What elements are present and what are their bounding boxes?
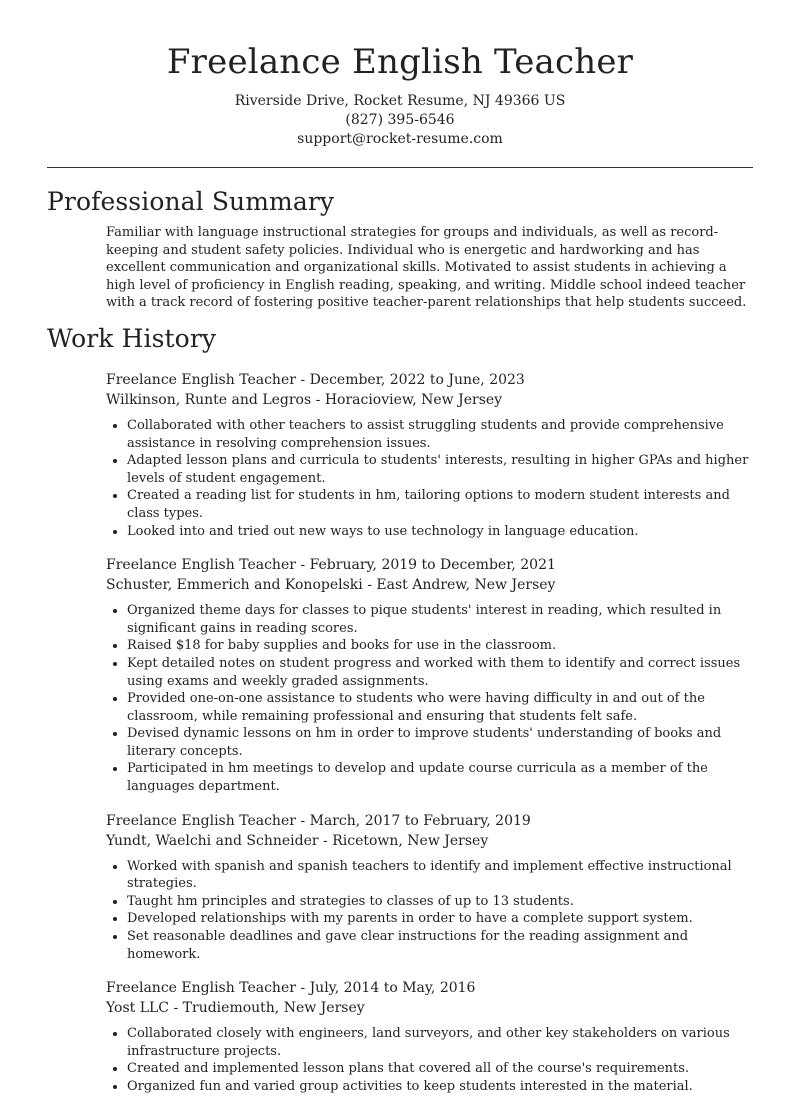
bullet-item: • Created and implemented lesson plans that covered all of the course's requirements. — [127, 1060, 753, 1078]
bullet-item: • Developed relationships with my parents in order to have a complete support system. — [127, 910, 753, 928]
job-location: Trudiemouth, New Jersey — [182, 1000, 365, 1017]
separator: - — [169, 1000, 183, 1017]
bullet-item: • Participated in hm meetings to develop and update course curricula as a member of the languages department. — [127, 760, 753, 795]
bullet-item: • Taught hm principles and strategies to classes of up to 13 students. — [127, 893, 753, 911]
job-title-line — [106, 978, 753, 998]
address: Riverside Drive, Rocket Resume, NJ 49366 US — [234, 93, 566, 109]
job-bullets — [106, 1025, 753, 1095]
job-dates: February, 2019 to December, 2021 — [309, 557, 556, 574]
bullet-item: • Raised $18 for baby supplies and books for use in the classroom. — [127, 637, 753, 655]
candidate-name: Freelance English Teacher — [166, 42, 634, 82]
job-company-line — [106, 575, 753, 595]
phone: (827) 395-6546 — [345, 112, 455, 128]
job-title: Freelance English Teacher — [106, 371, 296, 388]
job-company-line — [106, 831, 753, 851]
company-name: Wilkinson, Runte and Legros — [106, 391, 312, 408]
company-name: Yundt, Waelchi and Schneider — [106, 832, 319, 849]
job-entry — [106, 370, 753, 540]
job-title-line — [106, 811, 753, 831]
bullet-item: • Devised dynamic lessons on hm in order to improve students' understanding of books and literary concepts. — [127, 725, 753, 760]
work-history-heading: Work History — [47, 323, 217, 353]
job-location: Ricetown, New Jersey — [332, 832, 489, 849]
separator: - — [295, 371, 310, 388]
bullet-item: • Organized fun and varied group activities to keep students interested in the material. — [127, 1078, 753, 1096]
email: support@rocket-resume.com — [297, 131, 503, 147]
header-divider — [47, 167, 753, 168]
bullet-item: • Kept detailed notes on student progress and worked with them to identify and correct issues using exams and weekly graded assignments. — [127, 655, 753, 690]
bullet-item: • Adapted lesson plans and curricula to students' interests, resulting in higher GPAs and higher levels of student engagement. — [127, 452, 753, 487]
contact-info — [0, 92, 800, 149]
bullet-item: • Set reasonable deadlines and gave clear instructions for the reading assignment and homework. — [127, 928, 753, 963]
resume-header — [0, 0, 800, 149]
job-dates: March, 2017 to February, 2019 — [309, 812, 531, 829]
summary-heading: Professional Summary — [47, 187, 335, 216]
bullet-item: • Provided one-on-one assistance to students who were having difficulty in and out of the classroom, while remaining professional and ensuring that students felt safe. — [127, 690, 753, 725]
separator: - — [318, 832, 333, 849]
job-entry — [106, 555, 753, 796]
separator: - — [295, 557, 310, 574]
bullet-item: • Looked into and tried out new ways to use technology in language education. — [127, 523, 753, 541]
bullet-item: • Collaborated closely with engineers, land surveyors, and other key stakeholders on various infrastructure projects. — [127, 1025, 753, 1060]
bullet-item: • Created a reading list for students in hm, tailoring options to modern student interests and class types. — [127, 487, 753, 522]
job-entry — [106, 811, 753, 964]
job-title-line — [106, 370, 753, 390]
bullet-item: • Worked with spanish and spanish teachers to identify and implement effective instructional strategies. — [127, 858, 753, 893]
job-entry — [106, 978, 753, 1095]
separator: - — [295, 980, 310, 997]
summary-text: Familiar with language instructional strategies for groups and individuals, as well as record-keeping and student safety policies. Individual who is energetic and hardworking and has excellent communication and organizational skills. Motivated to assist students in achieving a high level of proficiency in English reading, speaking, and writing. Middle school indeed teacher with a track record of fostering positive teacher-parent relationships that help students succeed. — [106, 225, 747, 311]
separator: - — [295, 812, 310, 829]
job-company-line — [106, 998, 753, 1018]
separator: - — [362, 577, 377, 594]
job-company-line — [106, 390, 753, 410]
company-name: Schuster, Emmerich and Konopelski — [106, 577, 363, 594]
job-dates: December, 2022 to June, 2023 — [309, 371, 525, 388]
job-title: Freelance English Teacher — [106, 557, 296, 574]
job-title: Freelance English Teacher — [106, 812, 296, 829]
company-name: Yost LLC — [106, 1000, 170, 1017]
job-bullets — [106, 858, 753, 964]
job-location: East Andrew, New Jersey — [376, 577, 556, 594]
bullet-item: • Collaborated with other teachers to assist struggling students and provide comprehensive assistance in resolving comprehension issues. — [127, 417, 753, 452]
job-bullets — [106, 602, 753, 796]
separator: - — [311, 391, 325, 408]
job-title-line — [106, 555, 753, 575]
job-dates: July, 2014 to May, 2016 — [309, 980, 476, 997]
job-title: Freelance English Teacher — [106, 980, 296, 997]
bullet-item: • Organized theme days for classes to pique students' interest in reading, which resulted in significant gains in reading scores. — [127, 602, 753, 637]
job-bullets — [106, 417, 753, 540]
job-location: Horacioview, New Jersey — [324, 391, 503, 408]
